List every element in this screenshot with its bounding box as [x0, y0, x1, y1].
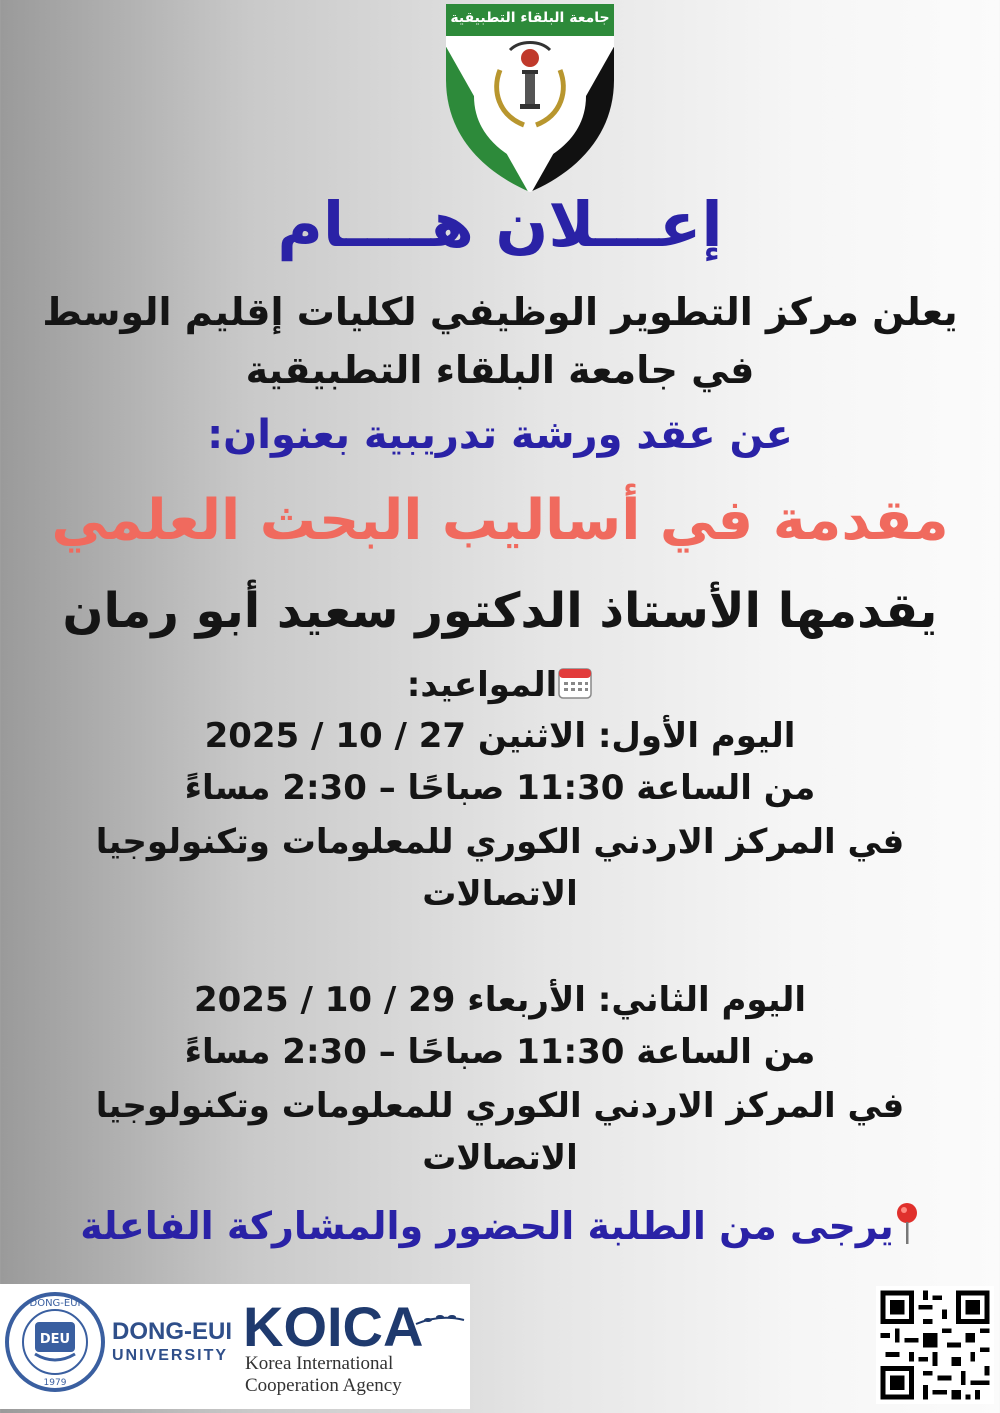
day2-date: اليوم الثاني: الأربعاء 29 / 10 / 2025 — [193, 980, 806, 1020]
day2-time: من الساعة 11:30 صباحًا – 2:30 مساءً — [184, 1032, 816, 1072]
workshop-topic: مقدمة في أساليب البحث العلمي — [51, 488, 949, 553]
calendar-icon — [557, 664, 593, 709]
day1-date: اليوم الأول: الاثنين 27 / 10 / 2025 — [204, 716, 796, 756]
presenter: يقدمها الأستاذ الدكتور سعيد أبو رمان — [62, 583, 938, 639]
dong-eui-university: UNIVERSITY — [112, 1347, 229, 1364]
dong-eui-seal-icon — [7, 1294, 103, 1390]
koica-line-2: Cooperation Agency — [245, 1375, 402, 1396]
career-center-logo — [440, 0, 620, 195]
pushpin-icon — [894, 1202, 920, 1255]
day1-place-line-2: الاتصالات — [422, 874, 578, 914]
closing-text: يرجى من الطلبة الحضور والمشاركة الفاعلة — [80, 1204, 894, 1248]
intro-line-1: يعلن مركز التطوير الوظيفي لكليات إقليم الوسط — [42, 290, 958, 334]
closing-note — [0, 1202, 1000, 1255]
partner-logos-svg — [0, 1284, 470, 1409]
partner-logos — [0, 1284, 470, 1409]
day1-time: من الساعة 11:30 صباحًا – 2:30 مساءً — [184, 768, 816, 808]
announcement-title: إعـــلان هــــام — [277, 188, 723, 261]
day2-place-line-1: في المركز الاردني الكوري للمعلومات وتكنولوجيا — [95, 1086, 905, 1126]
schedule-heading-text: المواعيد: — [406, 665, 558, 705]
day1-place-line-1: في المركز الاردني الكوري للمعلومات وتكنولوجيا — [95, 822, 905, 862]
logo-university-name: جامعة البلقاء التطبيقية — [450, 10, 610, 26]
day2-place-line-2: الاتصالات — [422, 1138, 578, 1178]
seal-abbr: DEU — [39, 1332, 71, 1347]
koica-line-1: Korea International — [245, 1353, 394, 1374]
intro-line-2: في جامعة البلقاء التطبيقية — [245, 348, 755, 392]
seal-year: 1979 — [43, 1378, 67, 1388]
seal-text: DONG-EUI — [29, 1298, 81, 1309]
workshop-label: عن عقد ورشة تدريبية بعنوان: — [207, 412, 793, 458]
schedule-heading — [0, 664, 1000, 709]
qr-code-icon[interactable] — [876, 1286, 994, 1404]
koica-name: KOICA — [243, 1295, 424, 1358]
dong-eui-name: DONG-EUI — [112, 1318, 232, 1345]
